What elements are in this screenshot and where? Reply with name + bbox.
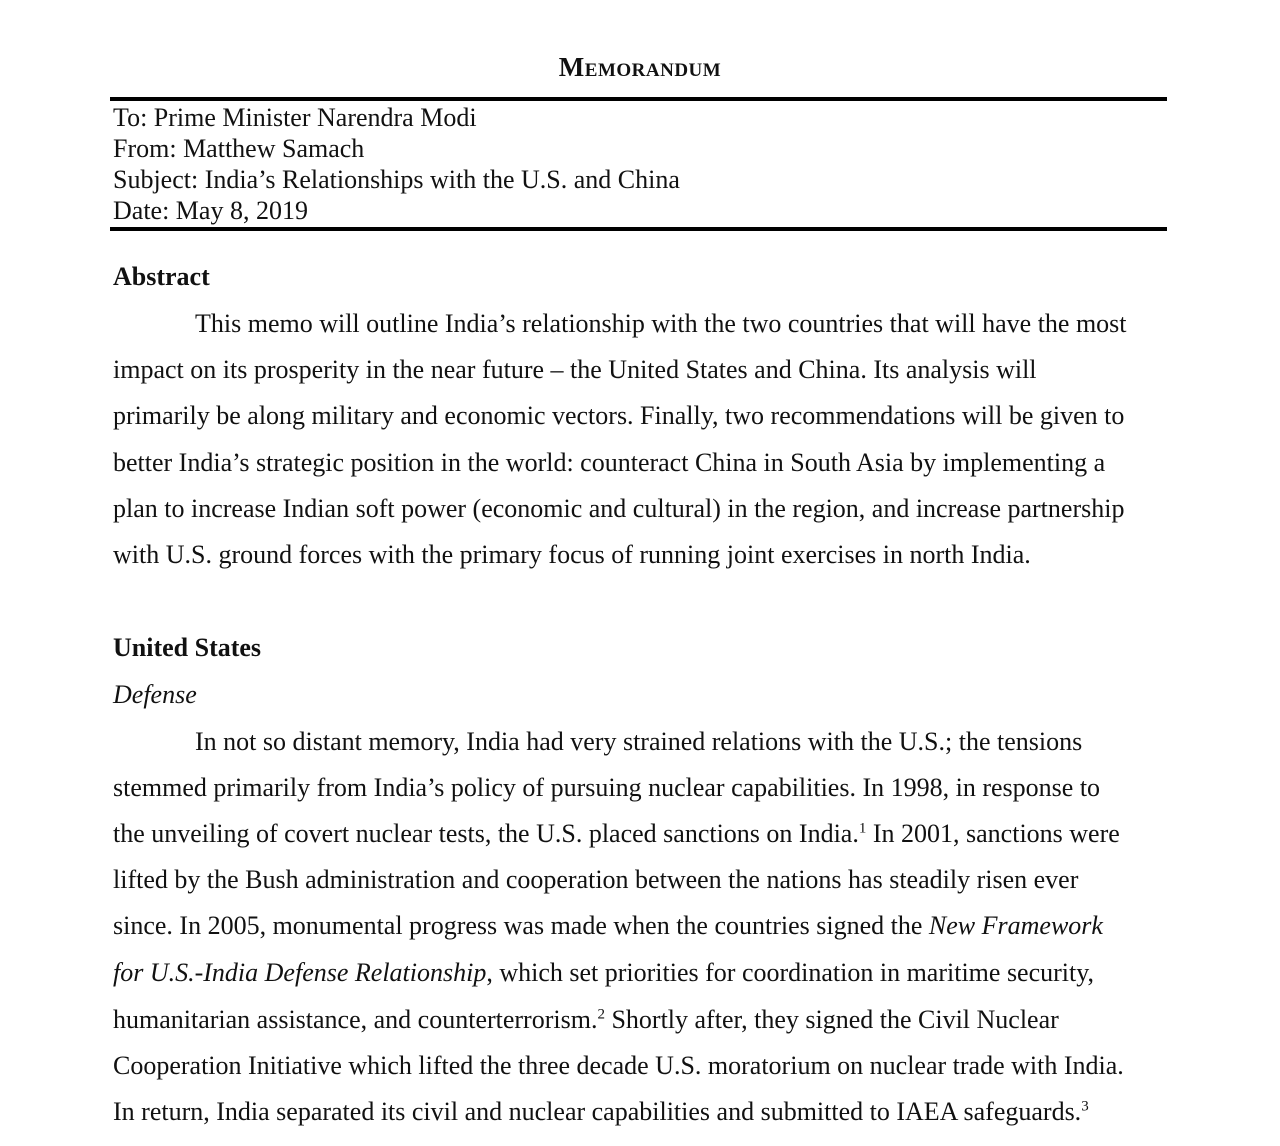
abstract-heading: Abstract [113,262,210,291]
defense-line [113,1005,1059,1035]
document-title-italic: for U.S.-India Defense Relationship [113,958,487,987]
defense-text: , which set priorities for coordination in maritime security, [486,958,1095,987]
abstract-line: better India’s strategic position in the world: counteract China in South Asia by implementing a [113,448,1106,477]
abstract-line: impact on its prosperity in the near future – the United States and China. Its analysis will [113,355,1037,384]
memo-subject: Subject: India’s Relationships with the U.S. and China [113,165,680,194]
footnote-ref: 1 [858,820,867,837]
abstract-line: This memo will outline India’s relationship with the two countries that will have the most [195,309,1127,338]
defense-line: In not so distant memory, India had very strained relations with the U.S.; the tensions [195,727,1083,756]
defense-text: humanitarian assistance, and counterterrorism. [113,1005,598,1034]
defense-line [113,1097,1089,1127]
defense-text: In 2001, sanctions were [866,819,1120,848]
header-top-rule [110,97,1167,101]
footnote-ref: 2 [597,1006,605,1023]
memo-to: To: Prime Minister Narendra Modi [113,103,477,132]
defense-subheading: Defense [113,680,197,709]
defense-line [113,911,1103,941]
abstract-line: with U.S. ground forces with the primary focus of running joint exercises in north India. [113,540,1031,569]
defense-text: Shortly after, they signed the Civil Nuclear [604,1005,1059,1034]
abstract-line: plan to increase Indian soft power (economic and cultural) in the region, and increase partnership [113,494,1125,523]
defense-line: stemmed primarily from India’s policy of pursuing nuclear capabilities. In 1998, in response to [113,773,1101,802]
defense-line: Cooperation Initiative which lifted the three decade U.S. moratorium on nuclear trade with India. [113,1051,1124,1080]
united-states-heading: United States [113,633,262,662]
memo-date: Date: May 8, 2019 [113,196,308,225]
memo-title: Memorandum [558,52,722,82]
header-bottom-rule [110,227,1167,231]
defense-text: since. In 2005, monumental progress was made when the countries signed the [113,911,929,940]
defense-text: the unveiling of covert nuclear tests, the U.S. placed sanctions on India. [113,819,859,848]
document-title-italic: New Framework [928,911,1103,940]
abstract-line: primarily be along military and economic vectors. Finally, two recommendations will be given to [113,401,1125,430]
defense-line [113,958,1094,988]
memo-header [113,102,680,226]
defense-line: lifted by the Bush administration and cooperation between the nations has steadily risen ever [113,865,1079,894]
defense-line [113,819,1120,849]
footnote-ref: 3 [1081,1098,1089,1115]
defense-text: In return, India separated its civil and nuclear capabilities and submitted to IAEA safeguards. [113,1097,1082,1126]
memo-from: From: Matthew Samach [113,134,365,163]
